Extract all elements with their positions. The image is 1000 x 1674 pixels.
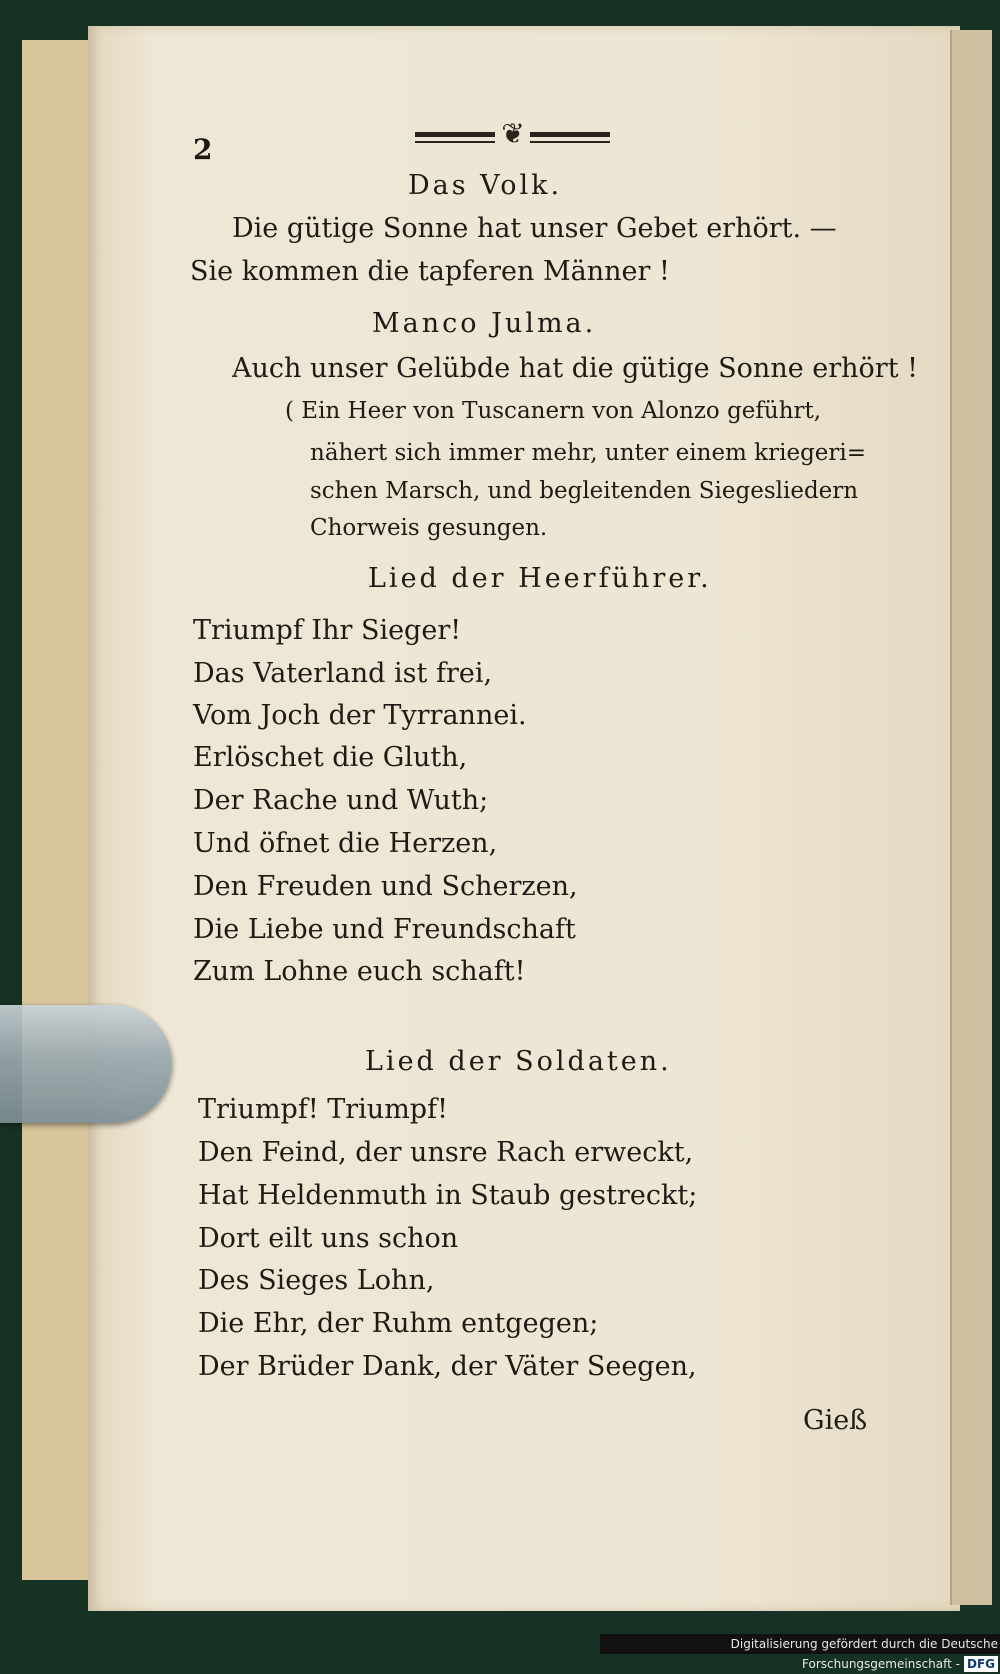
verse-line: Den Freuden und Scherzen,	[193, 871, 578, 902]
verse-line: Erlöschet die Gluth,	[193, 742, 468, 773]
catchword: Gieß	[803, 1405, 868, 1436]
verse-line: Hat Heldenmuth in Staub gestreckt;	[198, 1180, 698, 1211]
stage-direction: Chorweis gesungen.	[310, 515, 548, 541]
verse-line: Den Feind, der unsre Rach erweckt,	[198, 1137, 694, 1168]
text-line: Sie kommen die tapferen Männer !	[190, 256, 670, 287]
song-heading: Lied der Soldaten.	[365, 1046, 672, 1077]
credit-text: Digitalisierung gefördert durch die Deutsche Forschungsgemeinschaft -	[730, 1637, 998, 1671]
verse-line: Triumpf! Triumpf!	[198, 1094, 448, 1125]
stage-direction: schen Marsch, und begleitenden Siegesliedern	[310, 478, 859, 504]
digitization-credit	[600, 1634, 1000, 1671]
page-clip	[0, 1005, 172, 1123]
stage-direction: ( Ein Heer von Tuscanern von Alonzo geführt,	[285, 398, 822, 424]
song-heading: Lied der Heerführer.	[368, 563, 712, 594]
verse-line: Die Ehr, der Ruhm entgegen;	[198, 1308, 599, 1339]
verse-line: Des Sieges Lohn,	[198, 1265, 435, 1296]
fleuron-ornament-icon: ❦	[415, 118, 610, 154]
verse-line: Dort eilt uns schon	[198, 1223, 459, 1254]
verse-line: Das Vaterland ist frei,	[193, 658, 493, 689]
page-number: 2	[193, 133, 213, 166]
text-line: Auch unser Gelübde hat die gütige Sonne erhört !	[232, 353, 918, 384]
text-line: Die gütige Sonne hat unser Gebet erhört. —	[232, 213, 837, 244]
verse-line: Triumpf Ihr Sieger!	[193, 615, 462, 646]
verse-line: Der Rache und Wuth;	[193, 785, 489, 816]
stage-direction: nähert sich immer mehr, unter einem kriegeri=	[310, 440, 867, 466]
verse-line: Der Brüder Dank, der Väter Seegen,	[198, 1351, 697, 1382]
verse-line: Und öfnet die Herzen,	[193, 828, 498, 859]
speaker-heading: Das Volk.	[408, 170, 563, 201]
speaker-heading: Manco Julma.	[372, 308, 597, 339]
verse-line: Die Liebe und Freundschaft	[193, 914, 576, 945]
verse-line: Vom Joch der Tyrrannei.	[193, 700, 527, 731]
verse-line: Zum Lohne euch schaft!	[193, 956, 526, 987]
dfg-logo: DFG	[964, 1656, 998, 1672]
page-edge	[950, 30, 992, 1605]
